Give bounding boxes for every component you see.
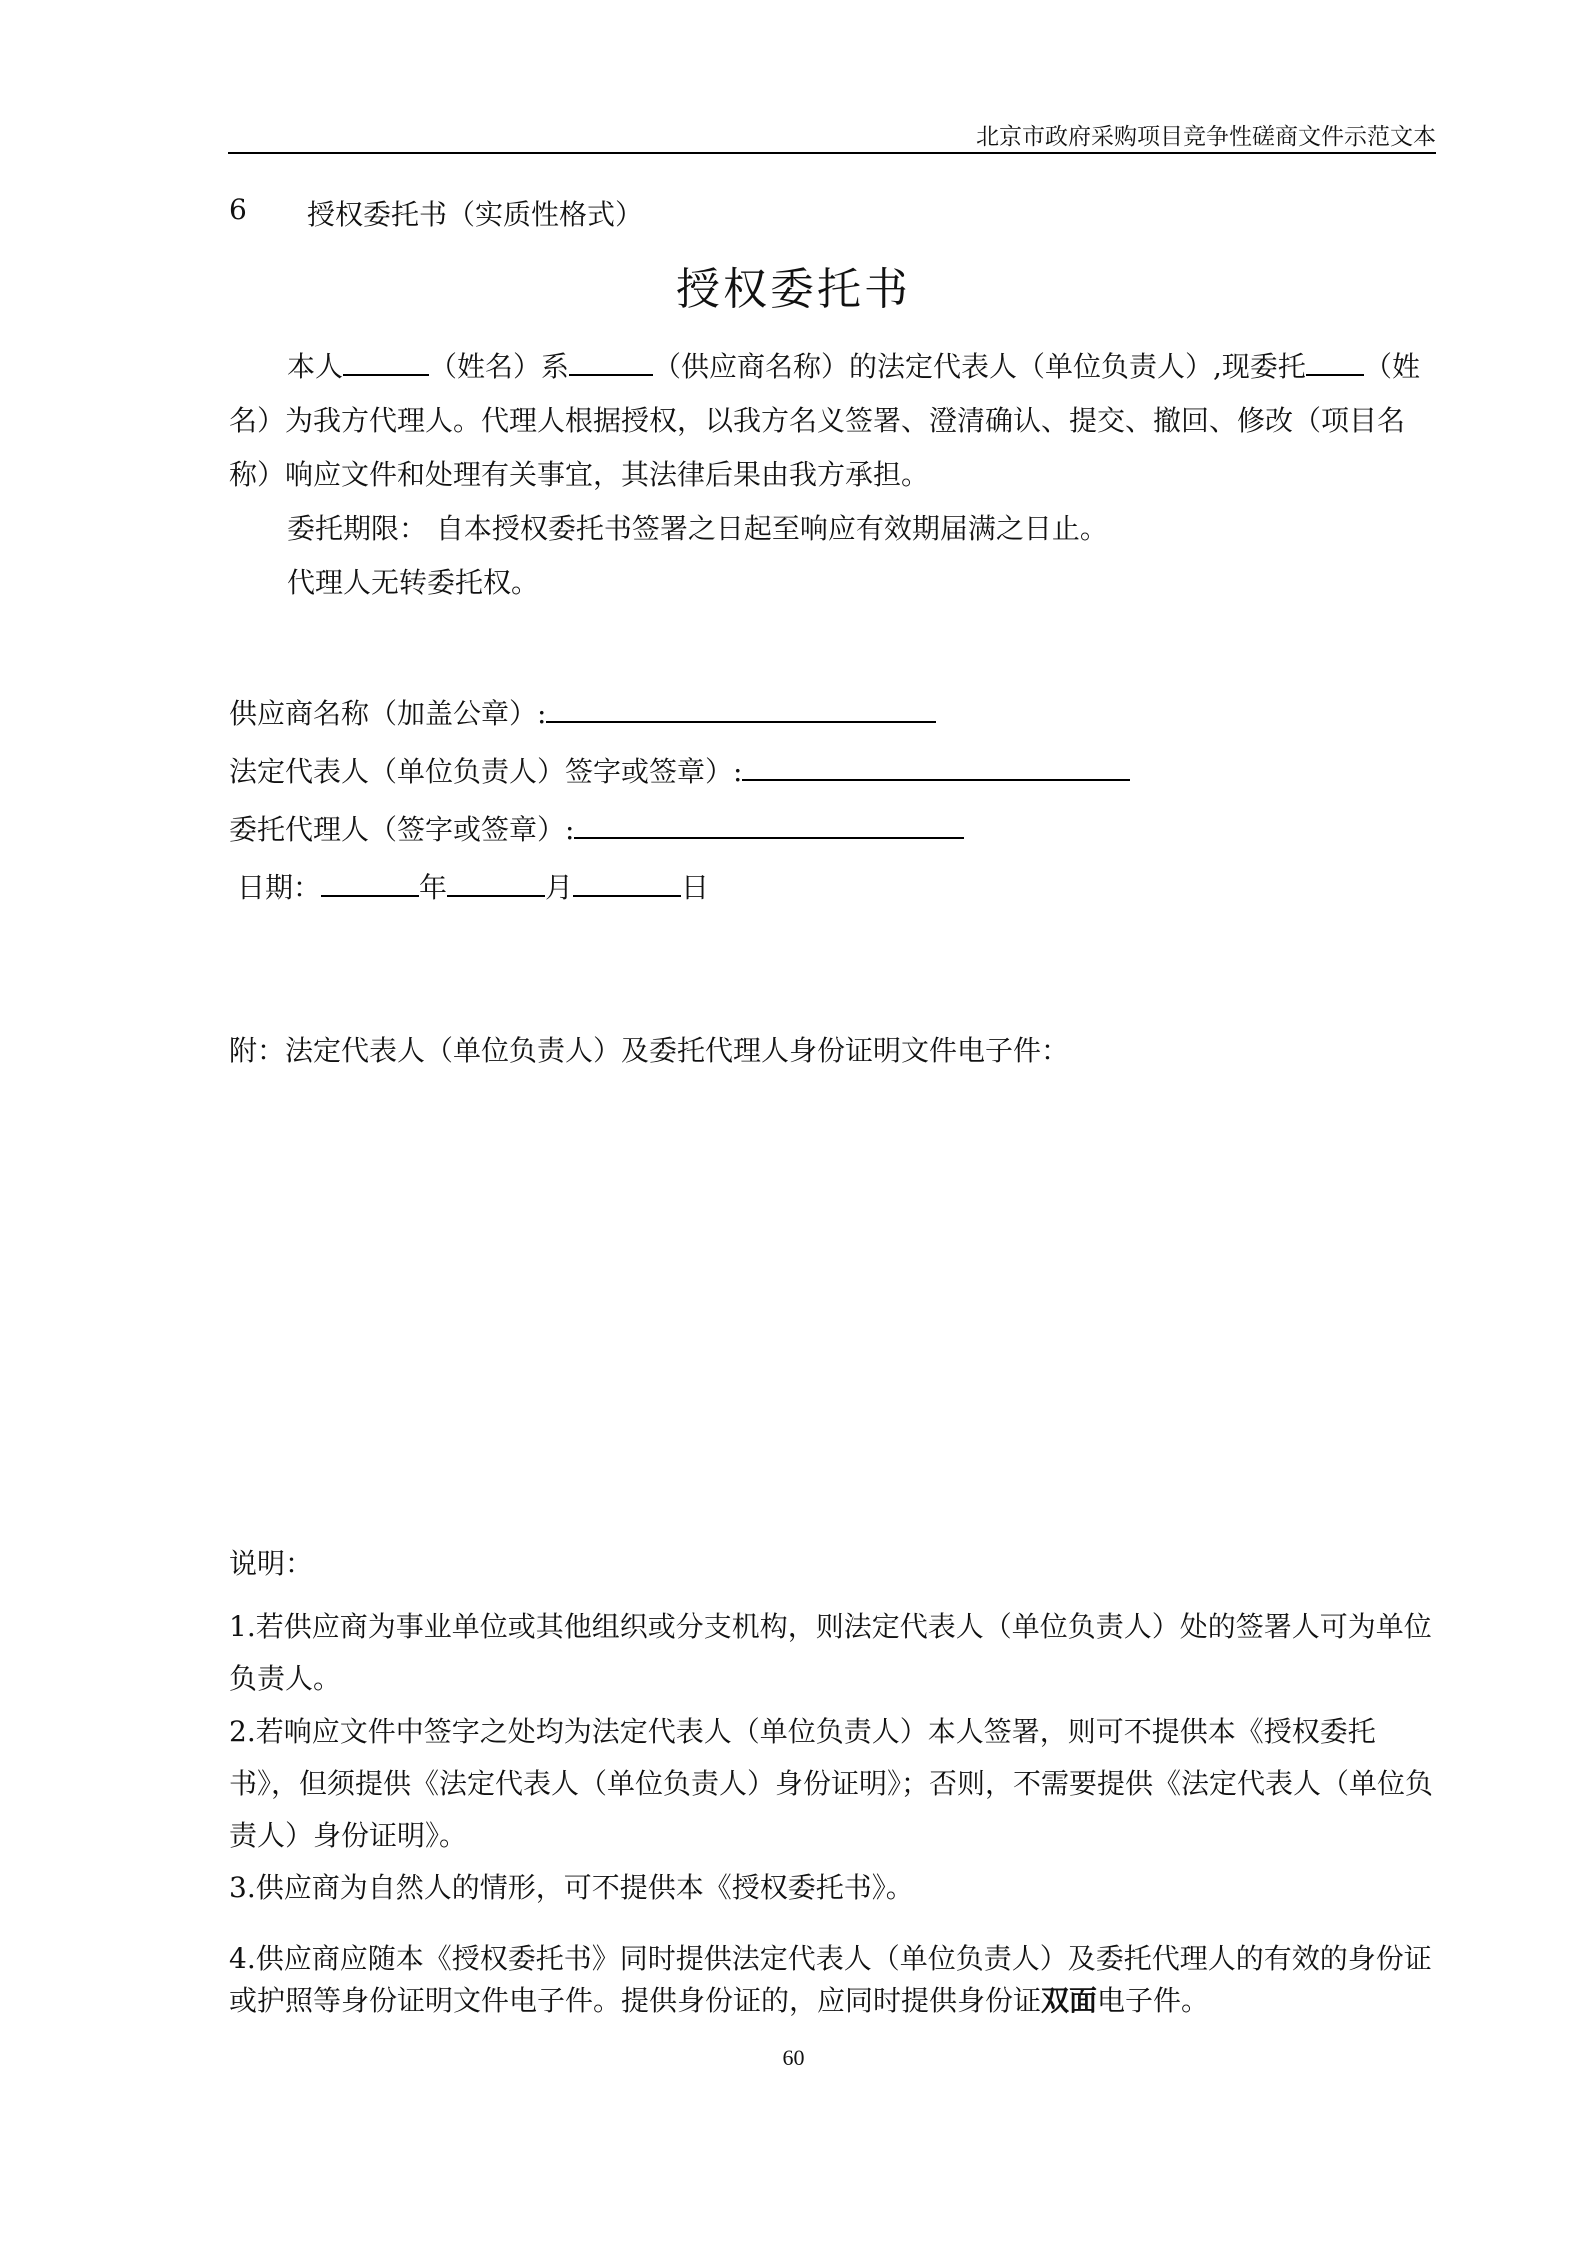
supplier-label: 供应商名称（加盖公章）: (229, 697, 547, 730)
section-number: 6 (229, 193, 247, 226)
supplier-line (546, 697, 936, 723)
month-label: 月 (545, 871, 574, 904)
section-title: 授权委托书（实质性格式） (307, 198, 644, 231)
para1-b: （姓名）系 (429, 350, 570, 383)
note-item-1: 1.若供应商为事业单位或其他组织或分支机构，则法定代表人（单位负责人）处的签署人可为单位负责人。 (229, 1610, 1432, 1695)
agent-label: 委托代理人（签字或签章）: (229, 813, 575, 846)
supplier-blank (569, 352, 653, 376)
header-divider (228, 152, 1436, 154)
para1-a: 本人 (287, 350, 344, 383)
authorization-paragraph (229, 340, 1439, 502)
year-label: 年 (419, 871, 448, 904)
header-title: 北京市政府采购项目竞争性磋商文件示范文本 (976, 124, 1436, 150)
term-paragraph: 委托期限： 自本授权委托书签署之日起至响应有效期届满之日止。 (287, 512, 1108, 545)
note-item-4-b: 电子件。 (1097, 1984, 1210, 2017)
day-label: 日 (681, 871, 710, 904)
month-blank (447, 871, 545, 897)
supplier-signature-row (229, 692, 936, 732)
agent-name-blank (1306, 352, 1364, 376)
attachment-note: 附：法定代表人（单位负责人）及委托代理人身份证明文件电子件： (229, 1034, 1070, 1067)
note-item-4-bold: 双面 (1041, 1984, 1098, 2017)
agent-signature-row (229, 808, 964, 848)
agent-line (574, 813, 964, 839)
legal-rep-line (742, 755, 1130, 781)
name-blank (343, 352, 429, 376)
note-item-3: 3.供应商为自然人的情形，可不提供本《授权委托书》。 (229, 1871, 914, 1904)
para1-c: （供应商名称）的法定代表人（单位负责人）,现委托 (653, 350, 1306, 383)
para1-d: （姓名）为我方代理人。代理人根据授权，以我方名义签署、澄清确认、提交、撤回、修改（项目名称）响应文件和处理有关事宜，其法律后果由我方承担。 (229, 350, 1420, 491)
date-row (237, 866, 709, 906)
note-item-2: 2.若响应文件中签字之处均为法定代表人（单位负责人）本人签署，则可不提供本《授权委托书》，但须提供《法定代表人（单位负责人）身份证明》；否则，不需要提供《法定代表人（单位负责人）身份证明》。 (229, 1715, 1434, 1852)
no-subdelegation-paragraph: 代理人无转委托权。 (287, 566, 540, 599)
year-blank (321, 871, 419, 897)
date-label: 日期： (237, 871, 322, 904)
legal-rep-label: 法定代表人（单位负责人）签字或签章）: (229, 755, 743, 788)
note-item-4 (229, 1938, 1439, 2022)
page-number: 60 (782, 2045, 805, 2070)
legal-rep-signature-row (229, 750, 1130, 790)
day-blank (573, 871, 681, 897)
note-item-4-a: 4.供应商应随本《授权委托书》同时提供法定代表人（单位负责人）及委托代理人的有效的身份证或护照等身份证明文件电子件。提供身份证的，应同时提供身份证 (229, 1942, 1432, 2017)
notes-heading: 说明： (229, 1547, 314, 1580)
document-title: 授权委托书 (676, 264, 911, 315)
